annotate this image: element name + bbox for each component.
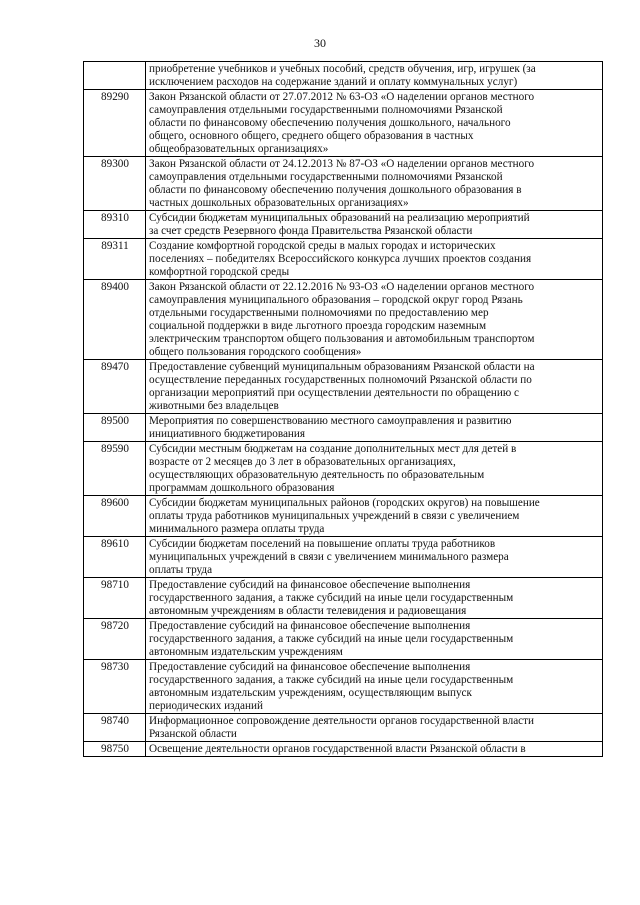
table-row [84, 537, 603, 578]
description-line: осуществляющих образовательную деятельность по образовательным [149, 469, 485, 481]
table-row [84, 239, 603, 280]
description-line: самоуправления муниципального образования – городской округ город Рязань [149, 294, 523, 306]
row-description [146, 157, 603, 211]
description-line: автономным учреждениям в области телевидения и радиовещания [149, 605, 467, 617]
row-description [146, 442, 603, 496]
table-row [84, 660, 603, 714]
description-line: оплаты труда [149, 564, 213, 576]
description-line: возрасте от 2 месяцев до 3 лет в образовательных организациях, [149, 456, 456, 468]
row-description [146, 619, 603, 660]
row-description [146, 90, 603, 157]
description-line: оплаты труда работников муниципальных учреждений в связи с увеличением [149, 510, 520, 522]
row-description [146, 660, 603, 714]
table-row [84, 714, 603, 742]
table-row [84, 742, 603, 757]
table-row [84, 578, 603, 619]
description-line: автономным издательским учреждениям [149, 646, 343, 658]
description-line: комфортной городской среды [149, 266, 290, 278]
description-line: Освещение деятельности органов государственной власти Рязанской области в [149, 743, 526, 755]
description-line: осуществление переданных государственных полномочий Рязанской области по [149, 374, 532, 386]
description-line: периодических изданий [149, 700, 263, 712]
row-code: 98720 [84, 619, 146, 660]
description-line: отдельными государственными полномочиями по предоставлению мер [149, 307, 489, 319]
row-code: 98740 [84, 714, 146, 742]
description-line: животными без владельцев [149, 400, 279, 412]
description-line: общего пользования городского сообщения» [149, 346, 362, 358]
row-code [84, 62, 146, 90]
table-row [84, 280, 603, 360]
row-code: 89470 [84, 360, 146, 414]
row-code: 98750 [84, 742, 146, 757]
row-description [146, 280, 603, 360]
description-line: Рязанской области [149, 728, 237, 740]
row-description [146, 211, 603, 239]
description-line: Создание комфортной городской среды в малых городах и исторических [149, 240, 496, 252]
description-line: Предоставление субвенций муниципальным образованиям Рязанской области на [149, 361, 535, 373]
row-description [146, 239, 603, 280]
table-row [84, 157, 603, 211]
description-line: Закон Рязанской области от 22.12.2016 № 93-ОЗ «О наделении органов местного [149, 281, 535, 293]
row-code: 89500 [84, 414, 146, 442]
description-line: государственного задания, а также субсидий на иные цели государственным [149, 633, 514, 645]
description-line: муниципальных учреждений в связи с увеличением минимального размера [149, 551, 509, 563]
row-code: 89610 [84, 537, 146, 578]
row-description [146, 578, 603, 619]
description-line: Мероприятия по совершенствованию местного самоуправления и развитию [149, 415, 512, 427]
row-description [146, 414, 603, 442]
row-code: 89600 [84, 496, 146, 537]
description-line: Предоставление субсидий на финансовое обеспечение выполнения [149, 661, 471, 673]
description-line: самоуправления отдельными государственными полномочиями Рязанской [149, 104, 503, 116]
row-description [146, 714, 603, 742]
table-row [84, 619, 603, 660]
row-code: 89290 [84, 90, 146, 157]
description-line: Закон Рязанской области от 24.12.2013 № 87-ОЗ «О наделении органов местного [149, 158, 535, 170]
description-line: Субсидии бюджетам муниципальных образований на реализацию мероприятий [149, 212, 530, 224]
table-row [84, 414, 603, 442]
row-description [146, 742, 603, 757]
description-line: электрическим транспортом общего пользования и автомобильным транспортом [149, 333, 535, 345]
description-line: области по финансовому обеспечению получения дошкольного, начального [149, 117, 511, 129]
row-code: 98710 [84, 578, 146, 619]
description-line: Субсидии бюджетам поселений на повышение оплаты труда работников [149, 538, 496, 550]
table-row [84, 496, 603, 537]
table-row [84, 90, 603, 157]
description-line: Предоставление субсидий на финансовое обеспечение выполнения [149, 620, 471, 632]
description-line: приобретение учебников и учебных пособий, средств обучения, игр, игрушек (за [149, 63, 536, 75]
row-code: 89400 [84, 280, 146, 360]
description-line: социальной поддержки в виде льготного проезда городским наземным [149, 320, 487, 332]
row-code: 98730 [84, 660, 146, 714]
description-line: поселениях – победителях Всероссийского конкурса лучших проектов создания [149, 253, 532, 265]
description-line: общеобразовательных организациях» [149, 143, 329, 155]
row-code: 89590 [84, 442, 146, 496]
table-row [84, 62, 603, 90]
table-body [84, 62, 603, 757]
row-code: 89310 [84, 211, 146, 239]
row-code: 89300 [84, 157, 146, 211]
description-line: Субсидии местным бюджетам на создание дополнительных мест для детей в [149, 443, 517, 455]
description-line: Закон Рязанской области от 27.07.2012 № 63-ОЗ «О наделении органов местного [149, 91, 535, 103]
row-description [146, 496, 603, 537]
row-description [146, 62, 603, 90]
budget-code-table [83, 61, 603, 757]
description-line: частных дошкольных образовательных организациях» [149, 197, 409, 209]
description-line: Предоставление субсидий на финансовое обеспечение выполнения [149, 579, 471, 591]
description-line: самоуправления отдельными государственными полномочиями Рязанской [149, 171, 503, 183]
description-line: организации мероприятий при осуществлении деятельности по обращению с [149, 387, 520, 399]
description-line: области по финансовому обеспечению получения дошкольного образования в [149, 184, 522, 196]
description-line: государственного задания, а также субсидий на иные цели государственным [149, 674, 514, 686]
row-code: 89311 [84, 239, 146, 280]
description-line: инициативного бюджетирования [149, 428, 306, 440]
description-line: Информационное сопровождение деятельности органов государственной власти [149, 715, 535, 727]
description-line: минимального размера оплаты труда [149, 523, 325, 535]
table-row [84, 442, 603, 496]
description-line: программам дошкольного образования [149, 482, 335, 494]
description-line: исключением расходов на содержание зданий и оплату коммунальных услуг) [149, 76, 518, 88]
row-description [146, 537, 603, 578]
description-line: за счет средств Резервного фонда Правительства Рязанской области [149, 225, 473, 237]
table-row [84, 360, 603, 414]
description-line: государственного задания, а также субсидий на иные цели государственным [149, 592, 514, 604]
table-row [84, 211, 603, 239]
description-line: Субсидии бюджетам муниципальных районов (городских округов) на повышение [149, 497, 540, 509]
description-line: автономным издательским учреждениям, осуществляющим выпуск [149, 687, 472, 699]
page-number: 30 [314, 36, 326, 50]
row-description [146, 360, 603, 414]
description-line: общего, основного общего, среднего общего образования в частных [149, 130, 474, 142]
